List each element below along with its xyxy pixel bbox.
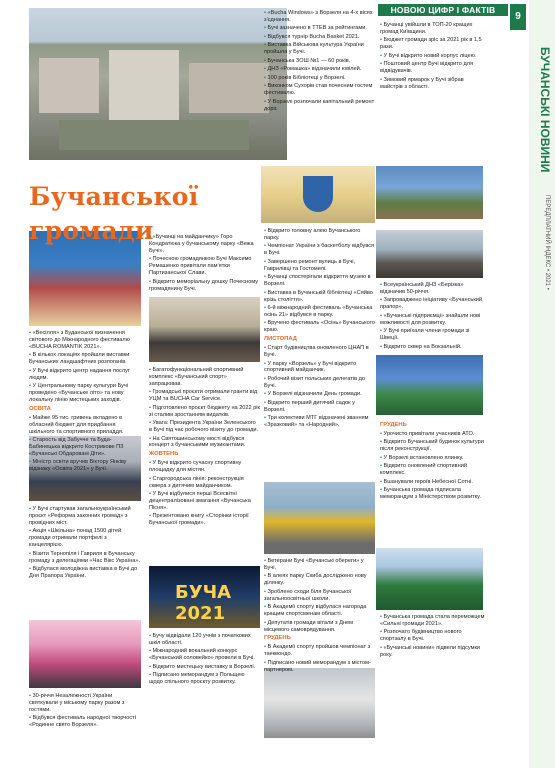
news-item: • Бучанська громада підписала меморандум з Міністерством розвитку. xyxy=(380,487,485,501)
aerial-photo xyxy=(29,8,287,160)
news-item: • «Весілля» з Буданської визначення світового до Міжнародного фестивалю «BUCHA ROMANTIK 2021». xyxy=(29,330,141,351)
news-item: • Виставка Військова культура України пройшла у Бучі. xyxy=(264,42,375,56)
column-4-top xyxy=(380,22,485,92)
section-heading: ЖОВТЕНЬ xyxy=(149,451,179,458)
news-item: • Завершено ремонт вулиць в Бучі, Гаврилівці та Гостомелі. xyxy=(264,259,375,273)
page-title: Бучанської громади xyxy=(29,182,199,245)
news-item: • Презентовано книгу «Сторінки історії Бучанської громади». xyxy=(149,513,260,527)
news-item: • Виконком Сухорів став почесним гостем фестивалю. xyxy=(264,83,375,97)
news-item: • Урочисто привітали учасників АТО. xyxy=(380,431,485,438)
newspaper-name: БУЧАНСЬКІ НОВИНИ xyxy=(538,47,552,173)
column-3-top xyxy=(264,10,375,114)
news-item: • У Бучі приїхали члени громади зі Швеції. xyxy=(380,328,485,342)
concert-photo xyxy=(29,620,141,688)
news-item: • Відкрито головну алею Бучанського парку. xyxy=(264,228,375,242)
column-4-mid xyxy=(380,282,485,352)
subscription-info: ПЕРЕДПЛАТНИЙ ІНДЕКС • 2021 • xyxy=(544,195,550,290)
news-item: • Відкрито мистецьку виставку в Ворзелі. xyxy=(149,664,260,671)
news-item: • У Бучі відбулися перші Всесвітні децентралізовані змагання «Бучанська Пісня». xyxy=(149,491,260,512)
news-item: • Відкрито оновлений спортивний комплекс. xyxy=(380,463,485,477)
taxi-photo xyxy=(264,482,375,554)
news-item: • Поштовий центр Бучі відкрито для відвідувачів. xyxy=(380,61,485,75)
news-item: • Ветерани Бучі «Бучанські обереги» у Бучі. xyxy=(264,558,375,572)
page-number: 9 xyxy=(510,4,526,30)
column-2-bottom xyxy=(149,633,260,688)
news-item: • «Бучанські підприємці» знайшли нові можливості для розвитку. xyxy=(380,313,485,327)
stadium-photo xyxy=(376,355,483,415)
news-item: • Старость від Забучче та Буда-Бабинецька відкрито Кострикове ПЗ «Бучанські Обдаровані Діти». xyxy=(29,437,141,458)
news-item: • Відбулася молодіжна виставка в Бучі до Дня Прапора України. xyxy=(29,566,141,580)
news-item: • В алеях парку Скиба досліджено нову ділянку. xyxy=(264,573,375,587)
news-item: • На Святошинському мості відбувся концерт з бучанськими музикантами. xyxy=(149,436,260,450)
news-item: • Три колективи МТГ відзначені званням «Зразковий» та «Народний». xyxy=(264,415,375,429)
column-3-bottom xyxy=(264,558,375,675)
news-item: • Бучанці увійшли в ТОП-20 кращих громад Київщини. xyxy=(380,22,485,36)
section-heading: ЛИСТОПАД xyxy=(264,336,297,343)
park-photo xyxy=(376,166,483,219)
news-item: • Підготовлено проєкт бюджету на 2022 рік зі сталим зростанням видатків. xyxy=(149,405,260,419)
news-item: • Відкрито меморіальну дошку Почесному громадянину Бучі. xyxy=(149,279,260,293)
news-item: • У Центральному парку культури Бучі проведено «Бучанське літо» та нову локальну лінію мистецьких заходів. xyxy=(29,383,141,404)
news-item: • ДНЗ «Ромашка» відзначили ювілей. xyxy=(264,66,375,73)
news-item: • Бучу відвідали 120 учнів з початкових шкіл області. xyxy=(149,633,260,647)
news-item: • 6-й міжнародний фестиваль «Бучанська осінь 21» відбувся в парку. xyxy=(264,305,375,319)
news-item: • Бучанці спостерігали відкриття музею в Ворзелі. xyxy=(264,274,375,288)
news-item: • У Ворзелі відзначили День громади. xyxy=(264,391,375,398)
news-item: • Зроблено сходи біля Бучанської загальноосвітньої школи. xyxy=(264,589,375,603)
news-item: • Бучанська ЗОШ №1 — 60 років. xyxy=(264,58,375,65)
sign-text: БУЧА 2021 xyxy=(175,582,232,624)
news-item: • Розпочато будівництво нового спортзалу в Бучі. xyxy=(380,629,485,643)
news-item: • Увага: Президента України Зеленського в Бучі під час робочого візиту до громади. xyxy=(149,420,260,434)
news-item: • Чемпіонат України з баскетболу відбувся в Бучі. xyxy=(264,243,375,257)
news-item: • «Bucha Windows» з Ворзеля на 4-х вісях з'єднання. xyxy=(264,10,375,24)
news-item: • У Бучі відкрито сучасну спортивну площадку для містян. xyxy=(149,460,260,474)
section-heading: ГРУДЕНЬ xyxy=(264,635,291,642)
news-item: • «Бучанці на майданчику» Горо Кондратюка у бучанському парку «Вежа Бучі». xyxy=(149,234,260,255)
news-item: • Робочий візит польських делегатів до Бучі. xyxy=(264,376,375,390)
news-item: • Громадські проєкти отримали гранти від УЦМ та BUCHA Car Service. xyxy=(149,389,260,403)
night-sign-photo xyxy=(149,566,260,628)
news-item: • Міністр освіти вручив Віктору Янківу відзнаку «Освіта 2021» у Бучі. xyxy=(29,459,141,473)
news-item: • Майже 95 тис. гривень вкладено в обласний бюджет для придбання шкільного та спортивного приладдя. xyxy=(29,415,141,436)
news-item: • Депутатів громади вітали з Днем місцевого самоврядування. xyxy=(264,620,375,634)
news-item: • Старгородська лінія: реконструкція сквера з дитячим майданчиком. xyxy=(149,476,260,490)
column-1-top xyxy=(29,330,141,475)
news-item: • В кількох локаціях пройшли виставки Бучанських ландшафтних розпоганів. xyxy=(29,352,141,366)
news-item: • В Академії спорту пройшов чемпіонат з таеквондо. xyxy=(264,644,375,658)
news-item: • Запроваджено ініціативу «Бучанський прапор». xyxy=(380,297,485,311)
rubric-title: НОВОЮ ЦИФР І ФАКТІВ xyxy=(390,5,496,15)
news-item: • В Академії спорту відбулася нагорода кращим спортсменам області. xyxy=(264,604,375,618)
news-item: • Відкрито Бучанський будинок культури після реконструкції. xyxy=(380,439,485,453)
sport-photo xyxy=(264,668,375,738)
column-1-mid xyxy=(29,506,141,581)
column-1-bottom xyxy=(29,693,141,731)
column-4-section xyxy=(380,420,485,503)
news-item: • Підписано новий меморандум з містом-партнером. xyxy=(264,660,375,674)
news-item: • У парку «Ворзель» у Бучі відкрито спортивний майданчик. xyxy=(264,361,375,375)
news-item: • «Бучанські новини» підвели підсумки року. xyxy=(380,645,485,659)
news-item: • Бучанська громада стала переможцем «Сильні громади 2021». xyxy=(380,614,485,628)
news-item: • Бюджет громади зріс за 2021 рік в 1,5 рази. xyxy=(380,37,485,51)
news-item: • Почесною громадянкою Бучі Максимо Ремашенко привітали пам’ятки Партизанської Слави. xyxy=(149,256,260,277)
news-item: • Виставка в Бучанській бібліотеці «Сяйво крізь століття». xyxy=(264,290,375,304)
news-item: • Зимовий ярмарок у Бучі зібрав майстрів з області. xyxy=(380,77,485,91)
tourism-photo xyxy=(376,548,483,610)
ceremony-photo xyxy=(149,297,260,362)
news-item: • Вшанували героїв Небесної Сотні. xyxy=(380,479,485,486)
news-item: • Бучі зазначено в TTEB за рейтингами. xyxy=(264,25,375,32)
news-item: • Відкрито сквер на Вокзальній. xyxy=(380,344,485,351)
news-item: • 100 років Бібліотеці у Ворзелі. xyxy=(264,75,375,82)
column-2-top xyxy=(149,234,260,294)
news-item: • Візити Тернопіля і Гавриля в Бучанську громаду з делегаціями «Час Вікс Україна». xyxy=(29,551,141,565)
news-item: • Відбувся турнір Bucha Basket 2021. xyxy=(264,34,375,41)
news-item: • У Ворзелі розпочали капітальний ремонт доріг. xyxy=(264,99,375,113)
column-2-mid xyxy=(149,367,260,529)
news-item: • Старт будівництва оновленого ЦНАП в Бучі. xyxy=(264,345,375,359)
news-item: • Міжнародний вокальний конкурс «Бучанський соловейко» провели в Бучі. xyxy=(149,648,260,662)
column-3-mid xyxy=(264,228,375,431)
news-item: • Відкрито перший дитячий садок у Ворзелі. xyxy=(264,400,375,414)
news-item: • У Ворзелі встановлено ялинку. xyxy=(380,455,485,462)
section-heading: ГРУДЕНЬ xyxy=(380,422,407,428)
section-heading: ОСВІТА xyxy=(29,405,51,412)
news-item: • Всеукраїнський ДНЗ «Берізка» відзначив 50-річчя. xyxy=(380,282,485,296)
column-4-bottom xyxy=(380,614,485,660)
news-item: • У Бучі стартував загальноукраїнський проєкт «Реформа законних громад» з провідних міст. xyxy=(29,506,141,527)
news-item: • У Бучі відкрито новий корпус ліцею. xyxy=(380,53,485,60)
news-item: • Відбувся фестиваль народної творчості «Родинне свято Ворзеля». xyxy=(29,715,141,729)
news-item: • Вручено фестиваль «Осінь» Бучанського краю. xyxy=(264,320,375,334)
news-item: • Підписано меморандум з Польщею щодо спільного проєкту розвитку. xyxy=(149,672,260,686)
news-item: • 30-річчя Незалежності України святкували у міському парку разом з гостями. xyxy=(29,693,141,714)
news-item: • Акція «Шкільна» понад 1500 дітей громади отримали портфелі з канцелярією. xyxy=(29,528,141,549)
news-item: • У Бучі відкрито центр надання послуг людям. xyxy=(29,368,141,382)
event-photo xyxy=(376,230,483,278)
news-item: • Багатофункціональний спортивний комплекс «Бучанський спорт» запрацював. xyxy=(149,367,260,388)
